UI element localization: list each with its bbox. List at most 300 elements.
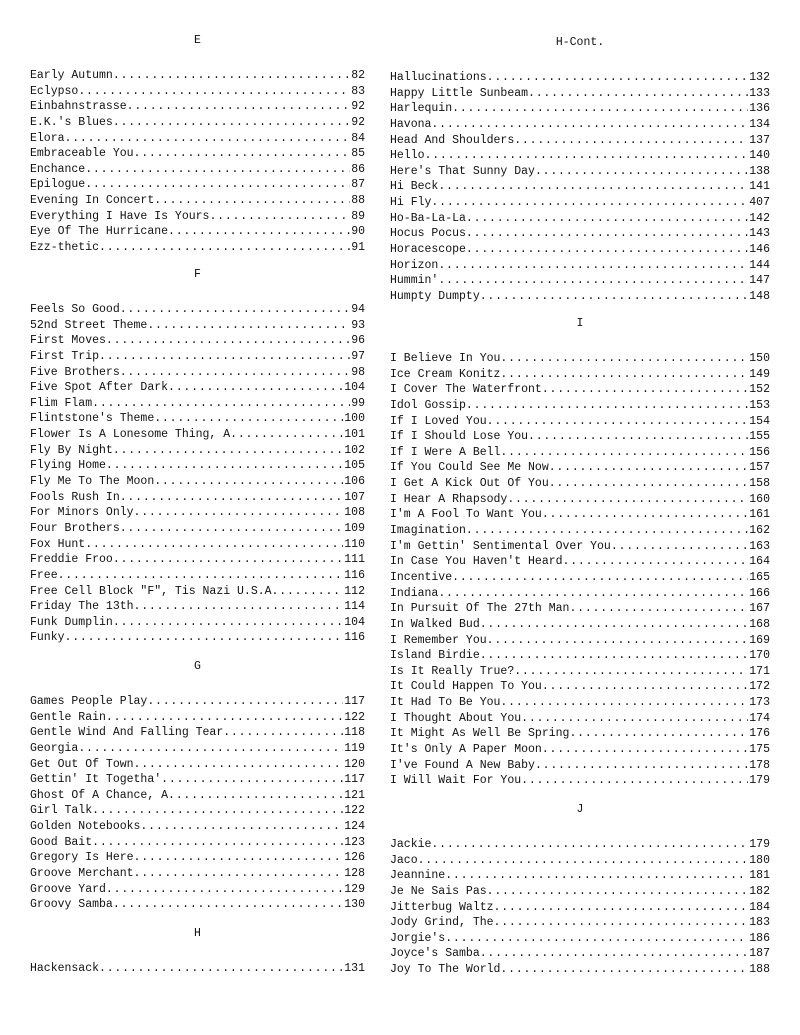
index-entry bbox=[390, 429, 770, 445]
index-entry bbox=[390, 742, 770, 758]
entry-title: It Might As Well Be Spring bbox=[390, 727, 570, 741]
entry-title: Freddie Froo bbox=[30, 553, 113, 567]
entry-title: Fools Rush In bbox=[30, 490, 120, 504]
entry-title: I Remember You bbox=[390, 633, 487, 647]
entry-page-number: 180 bbox=[749, 853, 770, 867]
dot-leader bbox=[507, 492, 748, 508]
entry-page-number: 178 bbox=[749, 758, 770, 772]
entry-page-number: 123 bbox=[344, 835, 365, 849]
entry-page-number: 138 bbox=[749, 164, 770, 178]
entry-title: Havona bbox=[390, 117, 432, 131]
entry-title: It Could Happen To You bbox=[390, 680, 542, 694]
entry-title: Feels So Good bbox=[30, 303, 120, 316]
dot-leader bbox=[521, 711, 748, 727]
dot-leader bbox=[113, 552, 343, 568]
dot-leader bbox=[134, 599, 344, 615]
dot-leader bbox=[494, 915, 749, 931]
entry-page-number: 176 bbox=[749, 727, 770, 741]
entry-page-number: 83 bbox=[351, 84, 365, 98]
index-entry bbox=[390, 289, 770, 305]
index-entry bbox=[390, 554, 770, 570]
entry-page-number: 134 bbox=[749, 117, 770, 131]
entry-page-number: 119 bbox=[344, 741, 365, 755]
entry-page-number: 114 bbox=[344, 600, 365, 614]
dot-leader bbox=[466, 242, 748, 258]
index-entry bbox=[390, 962, 770, 978]
index-entry bbox=[30, 365, 365, 381]
entry-title: Ghost Of A Chance, A bbox=[30, 788, 169, 802]
entry-title: I'm Gettin' Sentimental Over You bbox=[390, 539, 611, 553]
entry-title: In Case You Haven't Heard bbox=[390, 555, 563, 569]
entry-title: If You Could See Me Now bbox=[390, 461, 549, 475]
index-entry bbox=[390, 148, 770, 164]
entry-page-number: 116 bbox=[344, 631, 365, 645]
index-entry bbox=[30, 318, 365, 334]
entry-page-number: 141 bbox=[749, 180, 770, 194]
entry-title: Harlequin bbox=[390, 102, 453, 116]
entry-page-number: 109 bbox=[344, 521, 365, 535]
index-entry bbox=[390, 900, 770, 916]
index-entry bbox=[390, 242, 770, 258]
entry-title: E.K.'s Blues bbox=[30, 115, 113, 129]
index-entry bbox=[30, 630, 365, 646]
index-entry bbox=[390, 460, 770, 476]
section-e bbox=[30, 34, 365, 256]
index-entry bbox=[390, 398, 770, 414]
entry-title: Enchance bbox=[30, 162, 86, 176]
dot-leader bbox=[500, 695, 748, 711]
index-entry bbox=[30, 897, 365, 913]
entry-title: First Trip bbox=[30, 349, 100, 363]
index-entry bbox=[390, 915, 770, 931]
index-entry bbox=[30, 68, 365, 84]
dot-leader bbox=[113, 68, 350, 84]
entry-page-number: 182 bbox=[749, 884, 770, 898]
dot-leader bbox=[168, 380, 343, 396]
entry-title: Flintstone's Theme bbox=[30, 412, 155, 426]
dot-leader bbox=[438, 273, 748, 289]
dot-leader bbox=[611, 539, 748, 555]
index-entry bbox=[390, 476, 770, 492]
dot-leader bbox=[106, 882, 343, 898]
entry-page-number: 129 bbox=[344, 882, 365, 896]
entry-title: Horacescope bbox=[390, 243, 466, 257]
entry-title: I Will Wait For You bbox=[390, 774, 522, 788]
index-entry bbox=[30, 333, 365, 349]
entry-title: I Cover The Waterfront bbox=[390, 383, 542, 397]
entry-title: Five Brothers bbox=[30, 365, 120, 379]
section-h-cont bbox=[390, 36, 770, 305]
entry-page-number: 150 bbox=[749, 352, 770, 365]
entry-page-number: 122 bbox=[344, 710, 365, 724]
index-entry bbox=[390, 711, 770, 727]
index-entry bbox=[30, 866, 365, 882]
dot-leader bbox=[549, 460, 749, 476]
entry-title: Jeannine bbox=[390, 869, 446, 883]
dot-leader bbox=[272, 584, 344, 600]
entry-page-number: 147 bbox=[749, 274, 770, 288]
entry-page-number: 140 bbox=[749, 149, 770, 163]
entry-page-number: 82 bbox=[351, 69, 365, 82]
dot-leader bbox=[542, 382, 748, 398]
section-letter-heading: H-Cont. bbox=[555, 36, 605, 49]
index-entry bbox=[30, 568, 365, 584]
dot-leader bbox=[466, 398, 748, 414]
section-h bbox=[30, 927, 365, 977]
index-entry bbox=[30, 505, 365, 521]
dot-leader bbox=[134, 505, 344, 521]
dot-leader bbox=[452, 101, 748, 117]
index-entry bbox=[30, 349, 365, 365]
entry-title: Eclypso bbox=[30, 84, 79, 98]
entry-title: Hello bbox=[390, 149, 425, 163]
entry-title: Groove Yard bbox=[30, 882, 106, 896]
entry-title: In Walked Bud bbox=[390, 617, 480, 631]
dot-leader bbox=[120, 365, 350, 381]
entry-page-number: 181 bbox=[749, 869, 770, 883]
section-letter-heading: I bbox=[576, 317, 584, 330]
dot-leader bbox=[58, 568, 344, 584]
index-entry bbox=[30, 961, 365, 977]
entry-title: Free bbox=[30, 568, 58, 582]
index-entry bbox=[30, 146, 365, 162]
index-entry bbox=[390, 117, 770, 133]
entry-page-number: 90 bbox=[351, 225, 365, 239]
dot-leader bbox=[542, 507, 748, 523]
dot-leader bbox=[120, 490, 344, 506]
index-entry bbox=[390, 664, 770, 680]
index-entry bbox=[30, 427, 365, 443]
entry-page-number: 104 bbox=[344, 615, 365, 629]
dot-leader bbox=[569, 726, 748, 742]
dot-leader bbox=[500, 445, 748, 461]
entry-page-number: 86 bbox=[351, 162, 365, 176]
section-letter-heading: H bbox=[194, 927, 201, 940]
entry-title: Einbahnstrasse bbox=[30, 100, 127, 114]
entry-title: I Hear A Rhapsody bbox=[390, 492, 508, 506]
dot-leader bbox=[535, 164, 748, 180]
entry-title: Elora bbox=[30, 131, 65, 145]
dot-leader bbox=[528, 429, 748, 445]
index-entry bbox=[390, 273, 770, 289]
entry-page-number: 117 bbox=[344, 773, 365, 787]
dot-leader bbox=[480, 946, 749, 962]
entry-page-number: 105 bbox=[344, 459, 365, 473]
index-entry bbox=[390, 492, 770, 508]
entry-page-number: 156 bbox=[749, 445, 770, 459]
index-entry bbox=[30, 537, 365, 553]
entry-page-number: 154 bbox=[749, 414, 770, 428]
index-entry bbox=[30, 882, 365, 898]
entry-page-number: 175 bbox=[749, 743, 770, 757]
entry-title: Joyce's Samba bbox=[390, 947, 480, 961]
entry-page-number: 99 bbox=[351, 396, 365, 410]
entry-title: First Moves bbox=[30, 334, 106, 348]
dot-leader bbox=[85, 537, 343, 553]
index-entry bbox=[30, 599, 365, 615]
dot-leader bbox=[431, 837, 748, 853]
entry-title: 52nd Street Theme bbox=[30, 318, 148, 332]
entry-page-number: 170 bbox=[749, 649, 770, 663]
entry-page-number: 153 bbox=[749, 398, 770, 412]
dot-leader bbox=[168, 788, 343, 804]
index-entry bbox=[390, 726, 770, 742]
entry-title: If I Loved You bbox=[390, 414, 487, 428]
entry-page-number: 132 bbox=[749, 71, 770, 84]
entry-page-number: 165 bbox=[749, 570, 770, 584]
dot-leader bbox=[535, 758, 748, 774]
section-letter-heading: J bbox=[576, 803, 584, 816]
index-entry bbox=[390, 258, 770, 274]
entry-page-number: 107 bbox=[344, 490, 365, 504]
dot-leader bbox=[99, 349, 350, 365]
index-entry bbox=[30, 240, 365, 256]
dot-leader bbox=[85, 162, 350, 178]
dot-leader bbox=[92, 803, 343, 819]
entry-title: Island Birdie bbox=[390, 649, 480, 663]
entry-page-number: 101 bbox=[344, 428, 365, 442]
index-entry bbox=[390, 101, 770, 117]
index-entry bbox=[390, 351, 770, 367]
dot-leader bbox=[113, 115, 350, 131]
entry-page-number: 88 bbox=[351, 194, 365, 208]
dot-leader bbox=[113, 897, 343, 913]
index-entry bbox=[30, 725, 365, 741]
dot-leader bbox=[154, 474, 343, 490]
dot-leader bbox=[78, 84, 350, 100]
entry-title: Here's That Sunny Day bbox=[390, 164, 535, 178]
index-entry bbox=[390, 164, 770, 180]
entry-title: Ice Cream Konitz bbox=[390, 367, 501, 381]
entry-title: Indiana bbox=[390, 586, 439, 600]
entry-page-number: 148 bbox=[749, 289, 770, 303]
entry-page-number: 188 bbox=[749, 963, 770, 977]
entry-title: If I Were A Bell bbox=[390, 445, 501, 459]
dot-leader bbox=[134, 866, 344, 882]
index-entry bbox=[390, 445, 770, 461]
index-entry bbox=[390, 868, 770, 884]
entry-page-number: 97 bbox=[351, 349, 365, 363]
entry-title: Eye Of The Hurricane bbox=[30, 225, 169, 239]
dot-leader bbox=[92, 396, 350, 412]
entry-title: It Had To Be You bbox=[390, 696, 501, 710]
dot-leader bbox=[521, 773, 748, 789]
dot-leader bbox=[134, 757, 344, 773]
entry-page-number: 106 bbox=[344, 475, 365, 489]
entry-page-number: 158 bbox=[749, 477, 770, 491]
dot-leader bbox=[549, 476, 749, 492]
entry-title: Flower Is A Lonesome Thing, A bbox=[30, 428, 231, 442]
index-entry bbox=[30, 552, 365, 568]
dot-leader bbox=[500, 351, 748, 367]
index-entry bbox=[390, 679, 770, 695]
index-entry bbox=[390, 179, 770, 195]
index-entry bbox=[30, 803, 365, 819]
entry-page-number: 102 bbox=[344, 443, 365, 457]
section-letter-heading: F bbox=[194, 268, 201, 281]
index-entry bbox=[30, 615, 365, 631]
index-entry bbox=[390, 367, 770, 383]
entry-page-number: 92 bbox=[351, 115, 365, 129]
entry-title: Head And Shoulders bbox=[390, 133, 515, 147]
entry-title: Je Ne Sais Pas bbox=[390, 884, 487, 898]
entry-page-number: 184 bbox=[749, 900, 770, 914]
entry-page-number: 171 bbox=[749, 664, 770, 678]
section-g bbox=[30, 660, 365, 913]
entry-title: Jitterbug Waltz bbox=[390, 900, 494, 914]
dot-leader bbox=[230, 427, 343, 443]
dot-leader bbox=[563, 554, 749, 570]
entry-title: Gettin' It Togetha' bbox=[30, 773, 162, 787]
dot-leader bbox=[140, 819, 343, 835]
section-letter-heading: E bbox=[194, 34, 201, 47]
entry-title: If I Should Lose You bbox=[390, 430, 529, 444]
entry-title: Horizon bbox=[390, 258, 439, 272]
entry-page-number: 122 bbox=[344, 804, 365, 818]
dot-leader bbox=[500, 962, 748, 978]
entry-page-number: 131 bbox=[344, 962, 365, 975]
index-entry bbox=[30, 772, 365, 788]
index-entry bbox=[30, 835, 365, 851]
entry-page-number: 160 bbox=[749, 492, 770, 506]
dot-leader bbox=[438, 179, 748, 195]
dot-leader bbox=[113, 443, 343, 459]
entry-title: Groove Merchant bbox=[30, 867, 134, 881]
index-entry bbox=[390, 931, 770, 947]
section-f bbox=[30, 268, 365, 646]
index-entry bbox=[30, 694, 365, 710]
dot-leader bbox=[168, 224, 350, 240]
index-entry bbox=[30, 819, 365, 835]
dot-leader bbox=[147, 694, 343, 710]
entry-title: Golden Notebooks bbox=[30, 820, 141, 834]
index-entry bbox=[390, 226, 770, 242]
dot-leader bbox=[99, 240, 350, 256]
index-entry bbox=[390, 837, 770, 853]
dot-leader bbox=[528, 86, 748, 102]
entry-title: Humpty Dumpty bbox=[390, 289, 480, 303]
entry-page-number: 183 bbox=[749, 916, 770, 930]
entry-page-number: 174 bbox=[749, 711, 770, 725]
index-entry bbox=[390, 617, 770, 633]
index-entry bbox=[30, 302, 365, 318]
entry-page-number: 85 bbox=[351, 147, 365, 161]
dot-leader bbox=[480, 289, 749, 305]
index-entry bbox=[390, 884, 770, 900]
index-entry bbox=[30, 162, 365, 178]
index-entry bbox=[30, 380, 365, 396]
entry-title: Four Brothers bbox=[30, 521, 120, 535]
entry-title: Good Bait bbox=[30, 835, 93, 849]
entry-title: Epilogue bbox=[30, 178, 86, 192]
entry-title: I Get A Kick Out Of You bbox=[390, 477, 549, 491]
entry-title: Jorgie's bbox=[390, 931, 446, 945]
entry-page-number: 152 bbox=[749, 383, 770, 397]
index-entry bbox=[30, 224, 365, 240]
entry-title: Hummin' bbox=[390, 274, 439, 288]
index-entry bbox=[30, 521, 365, 537]
dot-leader bbox=[418, 853, 749, 869]
entry-title: Games People Play bbox=[30, 695, 148, 708]
entry-page-number: 118 bbox=[344, 726, 365, 740]
entry-title: Fly By Night bbox=[30, 443, 113, 457]
index-entry bbox=[30, 458, 365, 474]
index-entry bbox=[30, 788, 365, 804]
dot-leader bbox=[514, 133, 748, 149]
dot-leader bbox=[487, 70, 749, 86]
dot-leader bbox=[154, 411, 343, 427]
dot-leader bbox=[223, 725, 343, 741]
entry-page-number: 133 bbox=[749, 86, 770, 100]
index-entry bbox=[390, 758, 770, 774]
entry-title: Funky bbox=[30, 631, 65, 645]
index-entry bbox=[390, 853, 770, 869]
entry-title: Hi Fly bbox=[390, 196, 432, 210]
dot-leader bbox=[120, 302, 350, 318]
dot-leader bbox=[466, 211, 748, 227]
dot-leader bbox=[487, 414, 749, 430]
dot-leader bbox=[542, 679, 748, 695]
index-entry bbox=[30, 84, 365, 100]
entry-title: Ho-Ba-La-La bbox=[390, 211, 466, 225]
entry-page-number: 172 bbox=[749, 680, 770, 694]
entry-title: Friday The 13th bbox=[30, 600, 134, 614]
entry-title: Flying Home bbox=[30, 459, 106, 473]
entry-page-number: 167 bbox=[749, 602, 770, 616]
entry-title: Incentive bbox=[390, 570, 453, 584]
entry-title: Hackensack bbox=[30, 962, 100, 975]
index-entry bbox=[390, 523, 770, 539]
entry-title: Jaco bbox=[390, 853, 418, 867]
entry-page-number: 142 bbox=[749, 211, 770, 225]
entry-page-number: 124 bbox=[344, 820, 365, 834]
index-entry bbox=[390, 586, 770, 602]
index-entry bbox=[390, 570, 770, 586]
dot-leader bbox=[494, 900, 749, 916]
index-entry bbox=[390, 195, 770, 211]
entry-page-number: 162 bbox=[749, 524, 770, 538]
index-entry bbox=[30, 411, 365, 427]
index-entry bbox=[390, 507, 770, 523]
entry-page-number: 136 bbox=[749, 102, 770, 116]
entry-title: Gregory Is Here bbox=[30, 851, 134, 865]
dot-leader bbox=[106, 710, 343, 726]
index-entry bbox=[30, 209, 365, 225]
entry-title: Idol Gossip bbox=[390, 398, 466, 412]
dot-leader bbox=[466, 523, 748, 539]
entry-page-number: 93 bbox=[351, 318, 365, 332]
index-entry bbox=[30, 115, 365, 131]
dot-leader bbox=[452, 570, 748, 586]
entry-page-number: 92 bbox=[351, 100, 365, 114]
index-entry bbox=[390, 648, 770, 664]
dot-leader bbox=[127, 99, 351, 115]
index-entry bbox=[30, 396, 365, 412]
entry-page-number: 146 bbox=[749, 243, 770, 257]
entry-page-number: 149 bbox=[749, 367, 770, 381]
entry-page-number: 104 bbox=[344, 381, 365, 395]
entry-page-number: 84 bbox=[351, 131, 365, 145]
entry-page-number: 121 bbox=[344, 788, 365, 802]
entry-page-number: 169 bbox=[749, 633, 770, 647]
entry-title: Early Autumn bbox=[30, 69, 113, 82]
entry-title: Flim Flam bbox=[30, 396, 93, 410]
dot-leader bbox=[85, 177, 350, 193]
section-i bbox=[390, 317, 770, 789]
entry-title: Get Out Of Town bbox=[30, 757, 134, 771]
entry-page-number: 116 bbox=[344, 568, 365, 582]
entry-page-number: 163 bbox=[749, 539, 770, 553]
